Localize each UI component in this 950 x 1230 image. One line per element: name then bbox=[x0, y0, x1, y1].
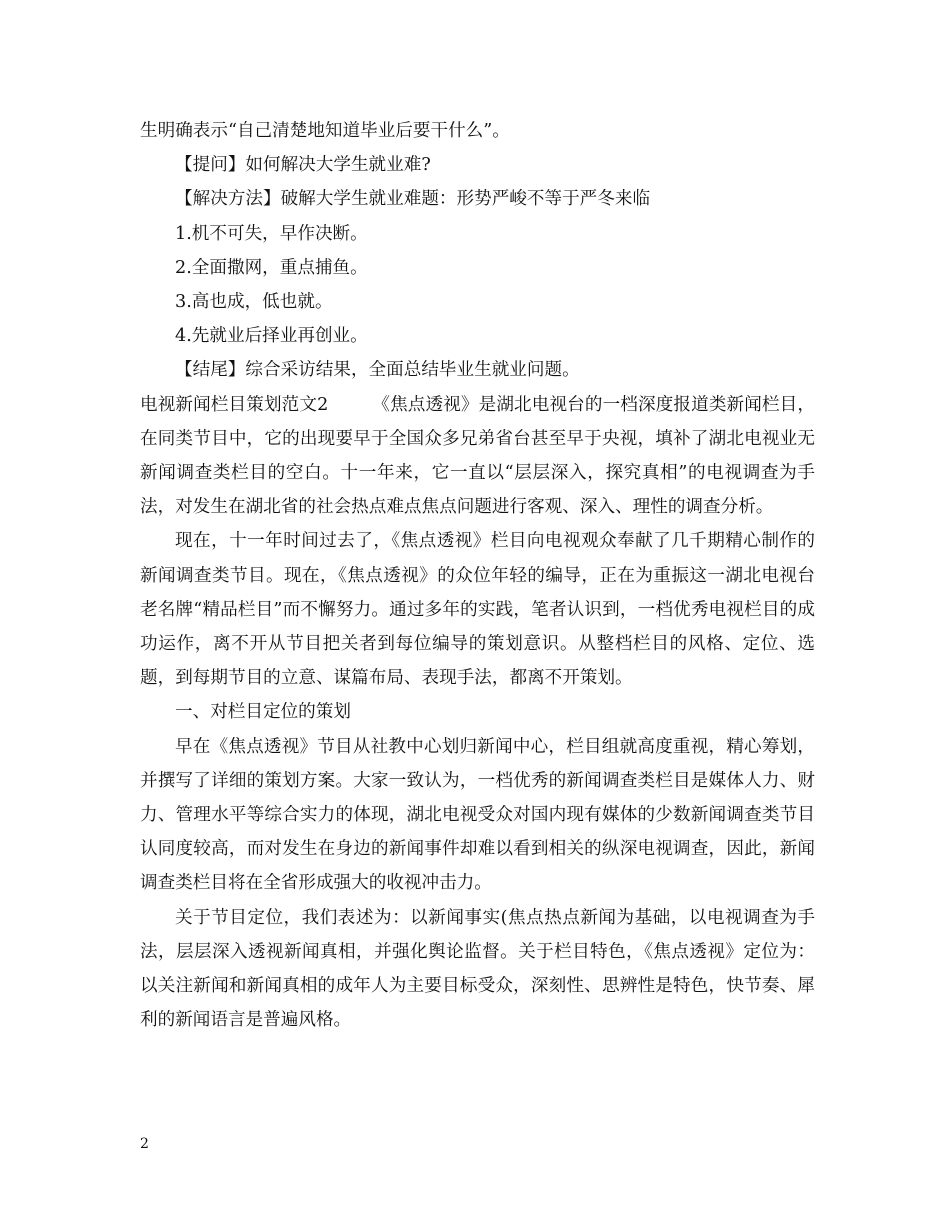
list-item-4: 4.先就业后择业再创业。 bbox=[175, 326, 368, 347]
intro-text: 《焦点透视》是湖北电视台的一档深度报道类新闻栏目，在同类节目中，它的出现要早于全国众多兄弟省台甚至早于央视，填补了湖北电视业无新闻调查类栏目的空白。十一年来，它一直以“层层深入，探究真相”的电视调查为手法，对发生在湖北省的社会热点难点焦点问题进行客观、深入、理性的调查分析。 bbox=[140, 394, 815, 518]
list-item-2: 2.全面撒网，重点捕鱼。 bbox=[175, 257, 368, 278]
section-title: 电视新闻栏目策划范文2 bbox=[140, 394, 329, 415]
paragraph-history: 现在，十一年时间过去了，《焦点透视》栏目向电视观众奉献了几千期精心制作的新闻调查类节目。现在，《焦点透视》的众位年轻的编导，正在为重振这一湖北电视台老名牌“精品栏目”而不懈努力。通过多年的实践，笔者认识到，一档优秀电视栏目的成功运作，离不开从节目把关者到每位编导的策划意识。从整档栏目的风格、定位、选题，到每期节目的立意、谋篇布局、表现手法，都离不开策划。 bbox=[140, 531, 815, 689]
page-number: 2 bbox=[140, 1136, 149, 1152]
paragraph-sample-intro bbox=[140, 388, 815, 525]
paragraph-solution: 【解决方法】破解大学生就业难题：形势严峻不等于严冬来临 bbox=[175, 189, 651, 210]
paragraph-question: 【提问】如何解决大学生就业难? bbox=[175, 155, 431, 176]
paragraph-positioning: 关于节目定位，我们表述为：以新闻事实(焦点热点新闻为基础，以电视调查为手法，层层深入透视新闻真相，并强化舆论监督。关于栏目特色，《焦点透视》定位为：以关注新闻和新闻真相的成年人为主要目标受众，深刻性、思辨性是特色，快节奏、犀利的新闻语言是普遍风格。 bbox=[140, 907, 815, 1031]
paragraph-planning: 早在《焦点透视》节目从社教中心划归新闻中心，栏目组就高度重视，精心筹划，并撰写了详细的策划方案。大家一致认为，一档优秀的新闻调查类栏目是媒体人力、财力、管理水平等综合实力的体现，湖北电视受众对国内现有媒体的少数新闻调查类节目认同度较高，而对发生在身边的新闻事件却难以看到相关的纵深电视调查，因此，新闻调查类栏目将在全省形成强大的收视冲击力。 bbox=[140, 736, 815, 894]
section-heading: 一、对栏目定位的策划 bbox=[175, 702, 351, 723]
paragraph-continuation: 生明确表示“自己清楚地知道毕业后要干什么”。 bbox=[140, 121, 510, 141]
list-item-1: 1.机不可失，早作决断。 bbox=[175, 223, 368, 244]
list-item-3: 3.高也成，低也就。 bbox=[175, 292, 333, 313]
document-body bbox=[140, 114, 815, 1037]
paragraph-ending: 【结尾】综合采访结果，全面总结毕业生就业问题。 bbox=[175, 360, 580, 381]
